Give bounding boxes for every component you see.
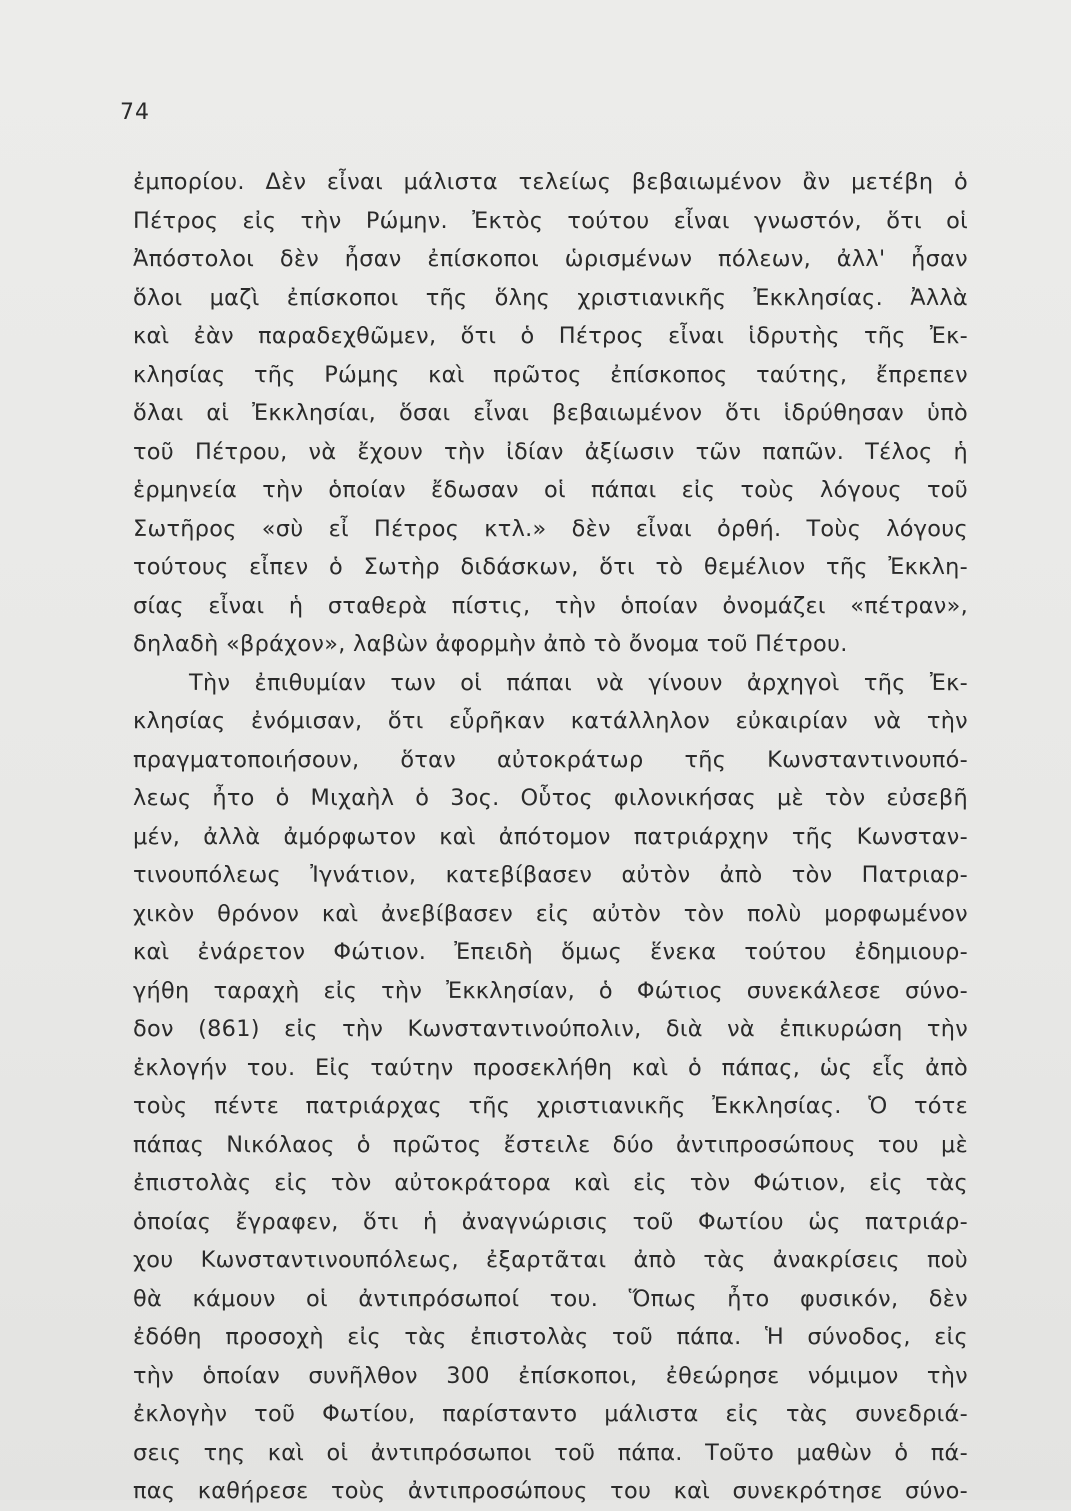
body-text [133,163,968,1511]
text-line: χου Κωνσταντινουπόλεως, ἐξαρτᾶται ἀπὸ τὰς ἀνακρίσεις ποὺ [133,1247,968,1273]
text-line: κλησίας ἐνόμισαν, ὅτι εὗρῆκαν κατάλληλον εὐκαιρίαν νὰ τὴν [133,708,968,734]
text-line: μέν, ἀλλὰ ἀμόρφωτον καὶ ἀπότομον πατριάρχην τῆς Κωνσταν- [133,823,968,850]
text-line: ἐπιστολὰς εἰς τὸν αὐτοκράτορα καὶ εἰς τὸν Φώτιον, εἰς τὰς [133,1170,968,1196]
text-line: τοῦ Πέτρου, νὰ ἔχουν τὴν ἰδίαν ἀξίωσιν τῶν παπῶν. Τέλος ἡ [133,438,968,465]
text-line: καὶ ἐὰν παραδεχθῶμεν, ὅτι ὁ Πέτρος εἶναι ἱδρυτὴς τῆς Ἐκ- [133,323,968,349]
text-line: Πέτρος εἰς τὴν Ρώμην. Ἐκτὸς τούτου εἶναι γνωστόν, ὅτι οἱ [133,207,968,234]
text-line: ὅλαι αἱ Ἐκκλησίαι, ὅσαι εἶναι βεβαιωμένον ὅτι ἱδρύθησαν ὑπὸ [133,400,968,426]
text-line: ἑρμηνεία τὴν ὁποίαν ἔδωσαν οἱ πάπαι εἰς τοὺς λόγους τοῦ [133,477,968,503]
text-line: ἐμπορίου. Δὲν εἶναι μάλιστα τελείως βεβαιωμένον ἂν μετέβη ὁ [133,169,968,195]
text-line: Σωτῆρος «σὺ εἶ Πέτρος κτλ.» δὲν εἶναι ὀρθή. Τοὺς λόγους [133,515,968,542]
text-line: πας καθήρεσε τοὺς ἀντιπροσώπους του καὶ συνεκρότησε σύνο- [133,1478,968,1504]
text-line: κλησίας τῆς Ρώμης καὶ πρῶτος ἐπίσκοπος ταύτης, ἔπρεπεν [133,361,968,388]
text-line: πραγματοποιήσουν, ὅταν αὐτοκράτωρ τῆς Κωνσταντινουπό- [133,746,968,773]
text-line: ὁποίας ἔγραφεν, ὅτι ἡ ἀναγνώρισις τοῦ Φωτίου ὡς πατριάρ- [133,1208,968,1235]
text-line: πάπας Νικόλαος ὁ πρῶτος ἔστειλε δύο ἀντιπροσώπους του μὲ [133,1131,968,1158]
text-line: τούτους εἶπεν ὁ Σωτὴρ διδάσκων, ὅτι τὸ θεμέλιον τῆς Ἐκκλη- [133,554,968,580]
text-line: ἐκλογήν του. Εἰς ταύτην προσεκλήθη καὶ ὁ πάπας, ὡς εἷς ἀπὸ [133,1054,968,1081]
text-line: τοὺς πέντε πατριάρχας τῆς χριστιανικῆς Ἐκκλησίας. Ὁ τότε [133,1093,968,1119]
text-line: ἐκλογὴν τοῦ Φωτίου, παρίσταντο μάλιστα εἰς τὰς συνεδριά- [133,1401,968,1427]
text-line: καὶ ἐνάρετον Φώτιον. Ἐπειδὴ ὅμως ἕνεκα τούτου ἐδημιουρ- [133,939,968,965]
text-line: σεις της καὶ οἱ ἀντιπρόσωποι τοῦ πάπα. Τοῦτο μαθὼν ὁ πά- [133,1439,968,1466]
text-line: γήθη ταραχὴ εἰς τὴν Ἐκκλησίαν, ὁ Φώτιος συνεκάλεσε σύνο- [133,977,968,1004]
text-line: τὴν ὁποίαν συνῆλθον 300 ἐπίσκοποι, ἐθεώρησε νόμιμον τὴν [133,1362,968,1389]
text-line: ἐδόθη προσοχὴ εἰς τὰς ἐπιστολὰς τοῦ πάπα. Ἡ σύνοδος, εἰς [133,1324,968,1350]
text-line: θὰ κάμουν οἱ ἀντιπρόσωποί του. Ὅπως ἦτο φυσικόν, δὲν [133,1285,968,1312]
text-line: δον (861) εἰς τὴν Κωνσταντινούπολιν, διὰ νὰ ἐπικυρώση τὴν [133,1016,968,1042]
text-line: λεως ἦτο ὁ Μιχαὴλ ὁ 3ος. Οὗτος φιλονικήσας μὲ τὸν εὐσεβῆ [133,785,968,811]
text-line: σίας εἶναι ἡ σταθερὰ πίστις, τὴν ὁποίαν ὀνομάζει «πέτραν», [133,592,968,619]
text-line: τινουπόλεως Ἰγνάτιον, κατεβίβασεν αὐτὸν ἀπὸ τὸν Πατριαρ- [133,862,968,888]
text-line: χικὸν θρόνον καὶ ἀνεβίβασεν εἰς αὐτὸν τὸν πολὺ μορφωμένον [133,900,968,927]
text-line: ὅλοι μαζὶ ἐπίσκοποι τῆς ὅλης χριστιανικῆς Ἐκκλησίας. Ἀλλὰ [133,284,968,311]
text-line: Τὴν ἐπιθυμίαν των οἱ πάπαι νὰ γίνουν ἀρχηγοὶ τῆς Ἐκ- [189,669,968,696]
page-number: 74 [120,100,150,125]
text-line: Ἀπόστολοι δὲν ἦσαν ἐπίσκοποι ὡρισμένων πόλεων, ἀλλ' ἦσαν [133,246,968,272]
text-line: δηλαδὴ «βράχον», λαβὼν ἀφορμὴν ἀπὸ τὸ ὄνομα τοῦ Πέτρου. [133,631,848,657]
